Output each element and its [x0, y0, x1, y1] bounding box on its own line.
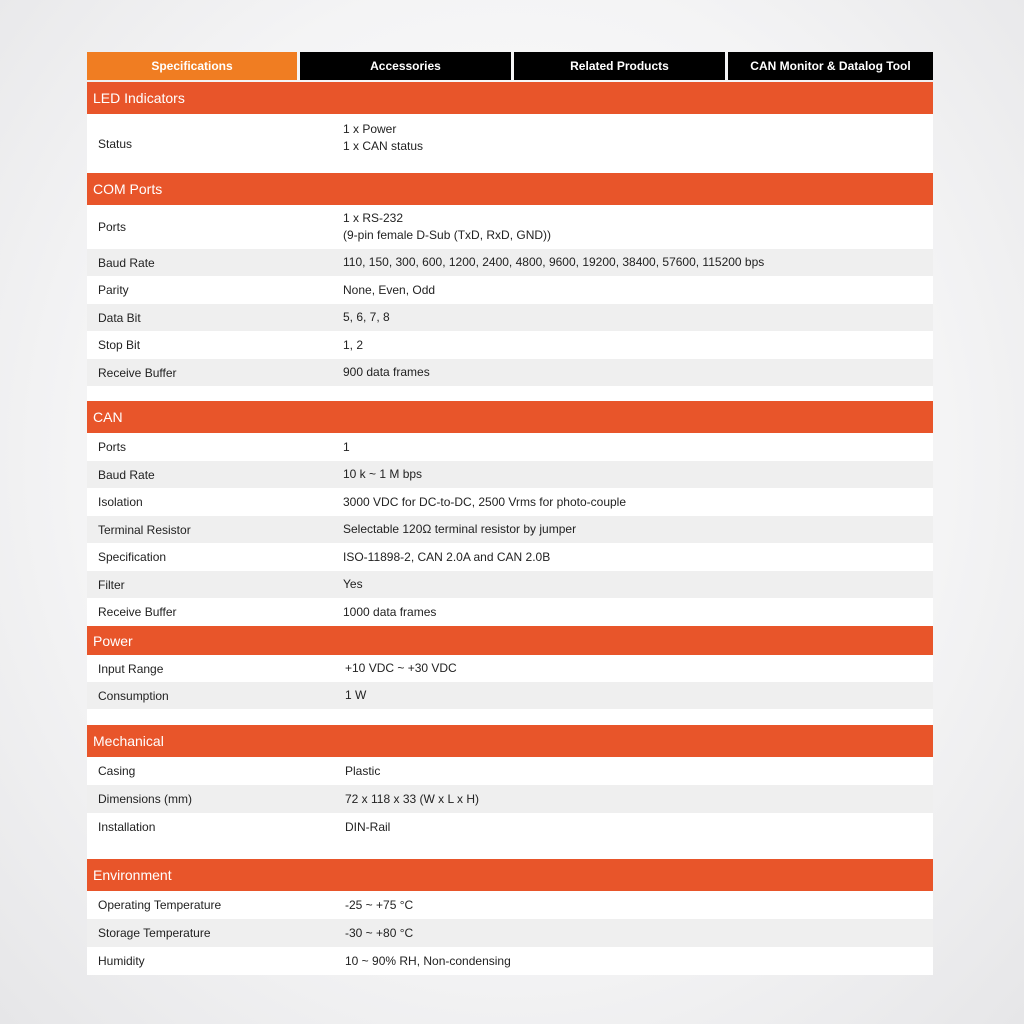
tab-related-products[interactable]: Related Products [514, 52, 725, 80]
tab-bar [87, 52, 933, 80]
spec-row-casing [87, 757, 933, 785]
spec-value: 900 data frames [343, 365, 430, 379]
spec-value: Plastic [345, 763, 381, 778]
section-spacer [87, 709, 933, 725]
section-header-power: Power [87, 626, 933, 655]
spec-label: Consumption [98, 688, 169, 703]
spec-value: 72 x 118 x 33 (W x L x H) [345, 791, 480, 806]
spec-value: 10 k ~ 1 M bps [343, 467, 423, 481]
spec-value: DIN-Rail [345, 819, 391, 834]
spec-row-status [87, 114, 933, 173]
spec-row-baud-rate [87, 249, 933, 276]
spec-label: Parity [98, 283, 129, 297]
spec-row-operating-temperature [87, 891, 933, 919]
tab-can-monitor-datalog-tool[interactable]: CAN Monitor & Datalog Tool [728, 52, 933, 80]
spec-row-isolation [87, 488, 933, 516]
spec-row-data-bit [87, 304, 933, 331]
section-spacer [87, 386, 933, 401]
spec-label: Ports [98, 440, 127, 454]
spec-label: Stop Bit [98, 338, 141, 352]
spec-value: 1, 2 [343, 337, 364, 352]
spec-value: Selectable 120Ω terminal resistor by jumper [343, 522, 577, 536]
spec-value: +10 VDC ~ +30 VDC [345, 661, 457, 675]
spec-row-baud-rate [87, 461, 933, 488]
spec-row-receive-buffer [87, 359, 933, 386]
spec-label: Specification [98, 550, 167, 564]
spec-value: ISO-11898-2, CAN 2.0A and CAN 2.0B [343, 549, 551, 564]
spec-value: None, Even, Odd [343, 282, 436, 297]
tab-specifications[interactable]: Specifications [87, 52, 297, 80]
spec-value: 110, 150, 300, 600, 1200, 2400, 4800, 9600, 19200, 38400, 57600, 115200 bps [343, 255, 765, 269]
section-spacer [87, 841, 933, 859]
section-header-environment: Environment [87, 859, 933, 891]
spec-value-line: 1 x Power [343, 121, 397, 136]
spec-row-storage-temperature [87, 919, 933, 947]
spec-row-stop-bit [87, 331, 933, 359]
spec-row-ports [87, 433, 933, 461]
spec-value-line: 1 x RS-232 [343, 211, 404, 225]
spec-value: -25 ~ +75 °C [345, 897, 414, 912]
spec-row-parity [87, 276, 933, 304]
spec-row-dimensions [87, 785, 933, 813]
spec-row-terminal-resistor [87, 516, 933, 543]
spec-row-ports [87, 205, 933, 249]
spec-label: Dimensions (mm) [98, 792, 193, 806]
section-header-mechanical: Mechanical [87, 725, 933, 757]
spec-row-filter [87, 571, 933, 598]
spec-row-input-range [87, 655, 933, 682]
spec-label: Casing [98, 764, 136, 778]
spec-value-line: 1 x CAN status [343, 138, 424, 153]
spec-row-receive-buffer [87, 598, 933, 626]
spec-row-installation [87, 813, 933, 841]
spec-row-humidity [87, 947, 933, 975]
spec-row-specification [87, 543, 933, 571]
spec-label: Data Bit [98, 310, 141, 325]
spec-label: Isolation [98, 495, 143, 509]
section-header-can: CAN [87, 401, 933, 433]
spec-row-consumption [87, 682, 933, 709]
spec-label: Baud Rate [98, 467, 155, 482]
spec-label: Installation [98, 820, 156, 834]
spec-label: Storage Temperature [98, 926, 211, 940]
spec-value [343, 121, 933, 155]
spec-value: 5, 6, 7, 8 [343, 310, 390, 324]
spec-value: 10 ~ 90% RH, Non-condensing [345, 953, 511, 968]
spec-value [343, 210, 933, 244]
spec-label: Humidity [98, 954, 145, 968]
spec-value: 1 [343, 439, 350, 454]
spec-label: Receive Buffer [98, 365, 177, 380]
spec-label: Baud Rate [98, 255, 155, 270]
spec-label: Status [98, 136, 133, 151]
spec-value: 3000 VDC for DC-to-DC, 2500 Vrms for photo-couple [343, 494, 627, 509]
spec-value: -30 ~ +80 °C [345, 925, 414, 940]
spec-value: Yes [343, 577, 363, 591]
spec-label: Terminal Resistor [98, 522, 191, 537]
spec-value-line: (9-pin female D-Sub (TxD, RxD, GND)) [343, 228, 552, 242]
spec-label: Operating Temperature [98, 898, 222, 912]
section-header-led-indicators: LED Indicators [87, 82, 933, 114]
spec-label: Filter [98, 577, 125, 592]
spec-container [87, 52, 933, 975]
section-header-com-ports: COM Ports [87, 173, 933, 205]
spec-value: 1 W [345, 688, 367, 702]
spec-label: Receive Buffer [98, 605, 177, 619]
spec-value: 1000 data frames [343, 604, 437, 619]
tab-accessories[interactable]: Accessories [300, 52, 511, 80]
spec-label: Input Range [98, 661, 164, 676]
spec-label: Ports [98, 220, 127, 234]
